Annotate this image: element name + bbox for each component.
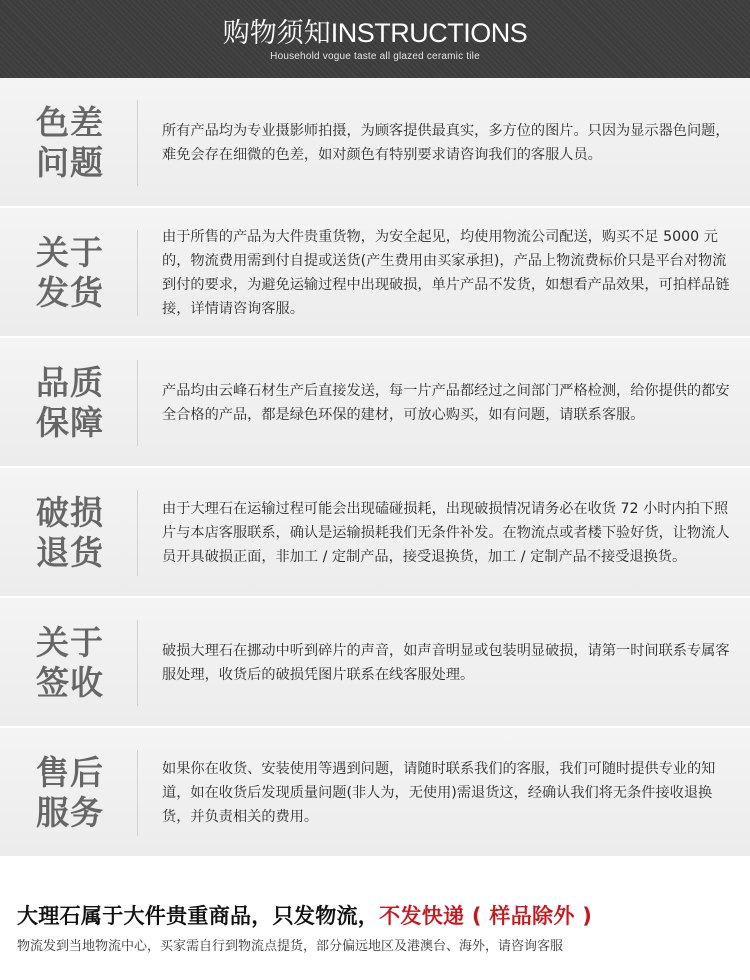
row-divider bbox=[137, 750, 138, 836]
no-express-notice: 不发快递 ( 样品除外 ) bbox=[379, 904, 593, 928]
row-divider bbox=[137, 100, 138, 186]
page-title bbox=[0, 16, 750, 51]
row-label: 品质 保障 bbox=[36, 363, 104, 442]
row-divider bbox=[137, 490, 138, 576]
row-label: 关于 签收 bbox=[36, 623, 104, 702]
row-text: 产品均由云峰石材生产后直接发送，每一片产品都经过之间部门严格检测，给你提供的都安全合格的产品，都是绿色环保的建材，可放心购买，如有问题，请联系客服。 bbox=[162, 383, 730, 423]
instruction-row-receipt bbox=[0, 598, 750, 728]
instruction-row-quality bbox=[0, 338, 750, 468]
shipping-notice: 大理石属于大件贵重商品，只发物流，不发快递 ( 样品除外 ) bbox=[17, 904, 593, 928]
row-label: 破损 退货 bbox=[36, 493, 104, 572]
row-divider bbox=[137, 360, 138, 446]
instruction-row-damage-return bbox=[0, 468, 750, 598]
row-text: 如果你在收货、安装使用等遇到问题，请随时联系我们的客服，我们可随时提供专业的知道，如在收货后发现质量问题(非人为，无使用)需退货这，经确认我们将无条件接收退换货，并负责相关的费用。 bbox=[162, 761, 716, 825]
title-en: INSTRUCTIONS bbox=[330, 18, 528, 48]
shipping-subnotice: 物流发到当地物流中心，买家需自行到物流点提货，部分偏远地区及港澳台、海外，请咨询客服 bbox=[17, 939, 564, 954]
row-divider bbox=[137, 230, 138, 316]
row-text: 由于所售的产品为大件贵重货物，为安全起见，均使用物流公司配送，购买不足 5000 元的，物流费用需到付自提或送货(产生费用由买家承担)，产品上物流费标价只是平台对物流到付的要求，为避免运输过程中出现破损，单片产品不发货，如想看产品效果，可拍样品链接，详情请咨询客服。 bbox=[162, 229, 730, 317]
row-label: 色差 问题 bbox=[36, 103, 104, 182]
footer-notice bbox=[0, 868, 750, 980]
instruction-row-color-difference bbox=[0, 78, 750, 208]
row-label: 售后 服务 bbox=[36, 753, 104, 832]
instruction-row-shipping bbox=[0, 208, 750, 338]
row-label: 关于 发货 bbox=[36, 233, 104, 312]
instruction-row-after-sales bbox=[0, 728, 750, 858]
title-cn: 购物须知 bbox=[222, 18, 331, 49]
row-divider bbox=[137, 620, 138, 706]
row-text: 由于大理石在运输过程可能会出现磕碰损耗，出现破损情况请务必在收货 72 小时内拍下照片与本店客服联系，确认是运输损耗我们无条件补发。在物流点或者楼下验好货，让物流人员开具破损正面，非加工 / 定制产品，接受退换货，加工 / 定制产品不接受退换货。 bbox=[162, 501, 730, 565]
row-text: 破损大理石在挪动中听到碎片的声音，如声音明显或包装明显破损，请第一时间联系专属客服处理，收货后的破损凭图片联系在线客服处理。 bbox=[162, 643, 730, 683]
row-text: 所有产品均为专业摄影师拍摄，为顾客提供最真实，多方位的图片。只因为显示器色问题，难免会存在细微的色差，如对颜色有特别要求请咨询我们的客服人员。 bbox=[162, 123, 730, 163]
page-subtitle: Household vogue taste all glazed ceramic tile bbox=[270, 51, 480, 62]
header-banner bbox=[0, 0, 750, 78]
instructions-list bbox=[0, 78, 750, 858]
